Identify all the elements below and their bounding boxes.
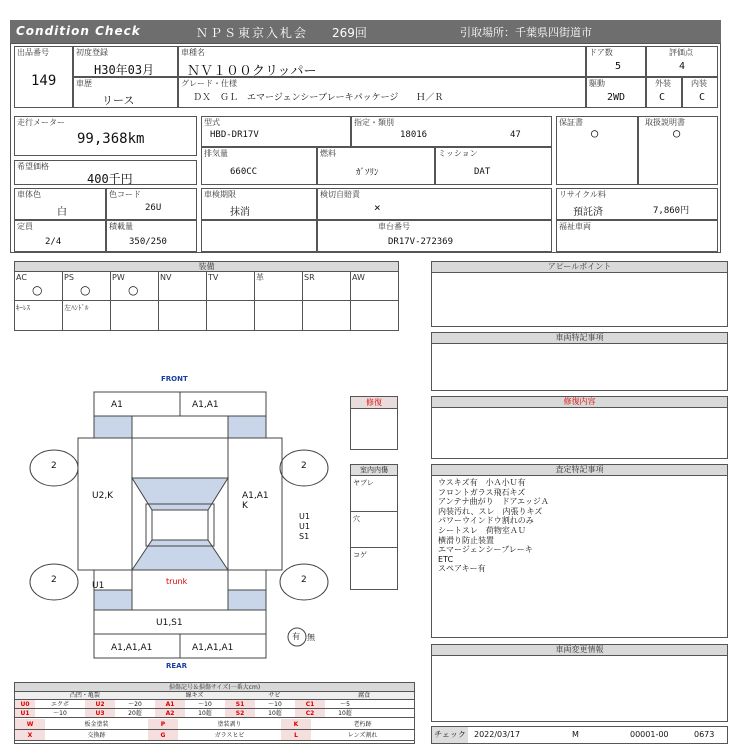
capacity: 2/4 [45, 237, 62, 247]
grade: ＤＸ ＧＬ エマージェンシーブレーキパッケージ Ｈ／Ｒ [193, 93, 444, 103]
tire-fr: 2 [301, 461, 307, 471]
legend-cell: U3 [85, 709, 115, 717]
load-cell: 積載量 350/250 [106, 220, 197, 252]
recycle-cell: リサイクル料 預託済 7,860円 [556, 188, 718, 220]
appeal-panel [431, 261, 728, 327]
legend-cell: 板金塗装 [84, 721, 109, 728]
mission: DAT [474, 167, 491, 177]
repair-box [350, 396, 398, 450]
equipment-label: NV [160, 273, 172, 282]
vehicle-name: ＮＶ１００クリッパー [187, 64, 317, 79]
color-cell: 車体色 白 [14, 188, 106, 220]
inspection-notes [438, 478, 549, 574]
inspection-expiry: 抹消 [230, 207, 250, 218]
fuel-cell: 燃料 ｶﾞｿﾘﾝ [317, 147, 435, 185]
inspection-note: エマージェンシーブレーキ [438, 545, 533, 555]
right-mid-damage-2: K [242, 501, 248, 511]
code-1: 00001-00 [630, 730, 669, 739]
manual: ○ [673, 126, 681, 140]
repair-detail-panel [431, 396, 728, 459]
inspect-cell: 車検期限 抹消 [201, 188, 317, 220]
equipment-cell-AC [14, 271, 63, 301]
equipment-label: TV [208, 273, 219, 282]
lot-number: 149 [31, 73, 57, 89]
legend-cell: X [15, 730, 45, 740]
special-title: 車両特記事項 [432, 333, 727, 344]
doors-cell: ドア数 5 [586, 46, 646, 77]
legend-cell: レンズ割れ [347, 732, 378, 739]
change-panel [431, 644, 728, 722]
equipment-extra-cell [14, 300, 63, 331]
inspection-note: 横滑り防止装置 [438, 535, 494, 545]
first-reg-cell: 初度登録 H30年03月 [73, 46, 178, 77]
equipment-label: PW [112, 273, 125, 282]
legend-cell: U1 [15, 709, 35, 717]
legend-cell: 20超 [128, 710, 142, 717]
liability: × [374, 201, 381, 214]
lot-cell: 出品番号 149 [14, 46, 73, 108]
rear-mid-damage: U1,S1 [156, 618, 183, 628]
legend-cell: ～5 [340, 701, 350, 708]
warranty-cell: 保証書 ○ [556, 116, 638, 185]
legend-cell: 老朽跡 [353, 721, 372, 728]
equipment-mark: ○ [80, 283, 91, 297]
model: HBD-DR17V [210, 130, 259, 140]
legend-cell: ～10 [198, 701, 212, 708]
equipment-extra-cell [206, 300, 255, 331]
legend-cell: P [148, 719, 178, 729]
equipment-table [14, 261, 399, 331]
chassis-number: DR17V-272369 [388, 237, 454, 247]
legend-cell: ～20 [128, 701, 142, 708]
legend-head: 線キズ [185, 692, 204, 699]
inspection-title: 査定特記事項 [432, 465, 727, 476]
legend-cell: 10超 [268, 710, 282, 717]
interior-burn: コゲ [353, 551, 367, 559]
color-code-cell: 色コード 26U [106, 188, 197, 220]
equipment-cell-TV [206, 271, 255, 301]
equipment-extra-cell [62, 300, 111, 331]
equipment-label: 革 [256, 273, 264, 282]
spec-1: 18016 [400, 130, 428, 140]
inspection-note: アンテナ曲がり ドアエッジＡ [438, 497, 549, 507]
interior-box [350, 464, 398, 590]
score: 4 [679, 61, 686, 72]
welfare-cell: 福祉車両 [556, 220, 718, 252]
interior-tear: ヤブレ [351, 476, 397, 512]
header-bar [10, 20, 721, 43]
liability-cell: 検切自賠責 × [317, 188, 552, 220]
int-cell: 内装 C [682, 77, 718, 108]
score-cell: 評価点 4 [646, 46, 718, 77]
check-mark: M [572, 730, 579, 739]
equipment-extra-label: ｷｰﾚｽ [16, 304, 30, 312]
inspection-panel [431, 464, 728, 638]
equipment-label: SR [304, 273, 315, 282]
model-cell: 型式 HBD-DR17V [201, 116, 351, 147]
check-label: チェック [432, 727, 468, 743]
inspection-note: スペアキー有 [438, 564, 486, 574]
meter: 99,368km [77, 131, 145, 147]
exterior-grade: C [659, 92, 666, 103]
capacity-cell: 定員 2/4 [14, 220, 106, 252]
recycle-amount: 7,860円 [653, 206, 690, 216]
check-date: 2022/03/17 [474, 730, 521, 739]
spec-cell: 指定・類別 18016 47 [351, 116, 552, 147]
inspection-note: ETC [438, 554, 454, 564]
inspection-note: フロントガラス飛石キズ [438, 487, 526, 497]
mission-cell: ミッション DAT [435, 147, 552, 185]
trunk-label: trunk [166, 577, 188, 586]
front-left-damage: A1 [111, 400, 123, 410]
recycle-status: 預託済 [573, 207, 603, 218]
legend-cell: K [281, 719, 311, 729]
fuel: ｶﾞｿﾘﾝ [356, 168, 379, 178]
legend-head: 凸凹・亀裂 [69, 692, 100, 699]
chassis-cell: 車台番号 DR17V-272369 [317, 220, 552, 252]
sheet-title: Condition Check [16, 24, 141, 38]
auction-session: 269回 [332, 26, 367, 40]
equipment-title: 装備 [15, 262, 398, 272]
drive: 2WD [607, 92, 626, 103]
legend-head: 腐食 [358, 692, 371, 699]
legend-cell: 10超 [338, 710, 352, 717]
manual-cell: 取扱説明書 ○ [638, 116, 718, 185]
front-label: FRONT [161, 375, 188, 383]
blank-cell [201, 220, 317, 252]
equipment-extra-label: 左ﾊﾝﾄﾞﾙ [64, 304, 89, 312]
equipment-label: PS [64, 273, 74, 282]
interior-grade: C [699, 92, 706, 103]
spare-tire-yes: 有 [292, 632, 300, 641]
first-reg: H30年03月 [94, 63, 155, 77]
tire-rl: 2 [51, 575, 57, 585]
displacement: 660CC [230, 167, 258, 177]
equipment-cell-NV [158, 271, 207, 301]
change-title: 車両変更情報 [432, 645, 727, 656]
equipment-mark: ○ [128, 283, 139, 297]
legend-head: サビ [268, 692, 281, 699]
tire-rr: 2 [301, 575, 307, 585]
right-side-damage: U1 U1 S1 [299, 512, 310, 541]
legend-cell: A2 [155, 709, 185, 717]
appeal-title: アピールポイント [432, 262, 727, 273]
drive-cell: 駆動 2WD [586, 77, 646, 108]
left-mid-damage: U2,K [92, 491, 114, 501]
front-right-damage: A1,A1 [192, 400, 219, 410]
legend-cell: 塗装剥り [217, 721, 242, 728]
special-panel [431, 332, 728, 391]
equipment-extra-cell [302, 300, 351, 331]
grade-cell: グレード・仕様 ＤＸ ＧＬ エマージェンシーブレーキパッケージ Ｈ／Ｒ [178, 77, 586, 108]
rear-left-damage: A1,A1,A1 [111, 643, 153, 653]
footer-bar [431, 726, 728, 744]
equipment-cell-PW [110, 271, 159, 301]
color-code: 26U [145, 203, 162, 213]
damage-diagram [14, 340, 414, 680]
inspection-note: 内装汚れ、スレ 内張りキズ [438, 506, 543, 516]
history: リース [102, 94, 135, 107]
legend-cell: G [148, 730, 178, 740]
rear-right-damage: A1,A1,A1 [192, 643, 234, 653]
damage-legend [14, 682, 415, 744]
spec-2: 47 [510, 130, 521, 140]
history-cell: 車歴 リース [73, 77, 178, 108]
equipment-cell-AW [350, 271, 399, 301]
equipment-cell-革 [254, 271, 303, 301]
left-low-damage: U1 [92, 581, 105, 591]
pickup-location: 引取場所：千葉県四街道市 [460, 26, 592, 39]
equipment-label: AC [16, 273, 27, 282]
disp-cell: 排気量 660CC [201, 147, 317, 185]
meter-cell: 走行メーター 99,368km [14, 116, 197, 156]
legend-cell: ガラスヒビ [214, 732, 245, 739]
legend-cell: 交換跡 [87, 732, 106, 739]
interior-title: 室内内傷 [351, 465, 397, 476]
legend-cell: S1 [225, 700, 255, 708]
price-cell: 希望価格 400千円 [14, 160, 197, 185]
right-mid-damage: A1,A1 [242, 491, 269, 501]
code-2: 0673 [694, 730, 715, 739]
equipment-extra-cell [158, 300, 207, 331]
legend-cell: U0 [15, 700, 35, 708]
inspection-note: シートスレ 荷物室ＡＵ [438, 525, 526, 535]
interior-hole: 穴 [351, 512, 397, 548]
equipment-extra-cell [254, 300, 303, 331]
repair-detail-title: 修復内容 [432, 397, 727, 408]
warranty: ○ [591, 126, 599, 140]
spare-tire-none: 無 [307, 633, 315, 642]
equipment-cell-SR [302, 271, 351, 301]
doors: 5 [615, 61, 622, 72]
price: 400千円 [87, 172, 133, 186]
legend-cell: ～10 [53, 710, 67, 717]
equipment-mark: ○ [32, 283, 43, 297]
equipment-extra-cell [110, 300, 159, 331]
legend-cell: A1 [155, 700, 185, 708]
legend-cell: S2 [225, 709, 255, 717]
rear-label: REAR [166, 662, 187, 670]
legend-cell: エクボ [50, 701, 69, 708]
legend-cell: C1 [295, 700, 325, 708]
tire-fl: 2 [51, 461, 57, 471]
inspection-note: ウスキズ有 小Ａ小Ｕ有 [438, 478, 526, 487]
legend-title: 損傷記号＆損傷サイズ(一番大cm) [15, 683, 414, 692]
equipment-cell-PS [62, 271, 111, 301]
equipment-extra-cell [350, 300, 399, 331]
name-cell: 車種名 ＮＶ１００クリッパー [178, 46, 586, 77]
auction-name: ＮＰＳ東京入札会 [196, 26, 309, 40]
load: 350/250 [129, 237, 167, 247]
legend-cell: U2 [85, 700, 115, 708]
repair-label: 修復 [351, 397, 397, 409]
equipment-label: AW [352, 273, 365, 282]
color: 白 [57, 207, 67, 218]
legend-cell: ～10 [268, 701, 282, 708]
legend-cell: C2 [295, 709, 325, 717]
ext-cell: 外装 C [646, 77, 682, 108]
inspection-note: パワーウインドウ割れのみ [438, 516, 534, 526]
legend-cell: L [281, 730, 311, 740]
legend-cell: 10超 [198, 710, 212, 717]
legend-cell: W [15, 719, 45, 729]
